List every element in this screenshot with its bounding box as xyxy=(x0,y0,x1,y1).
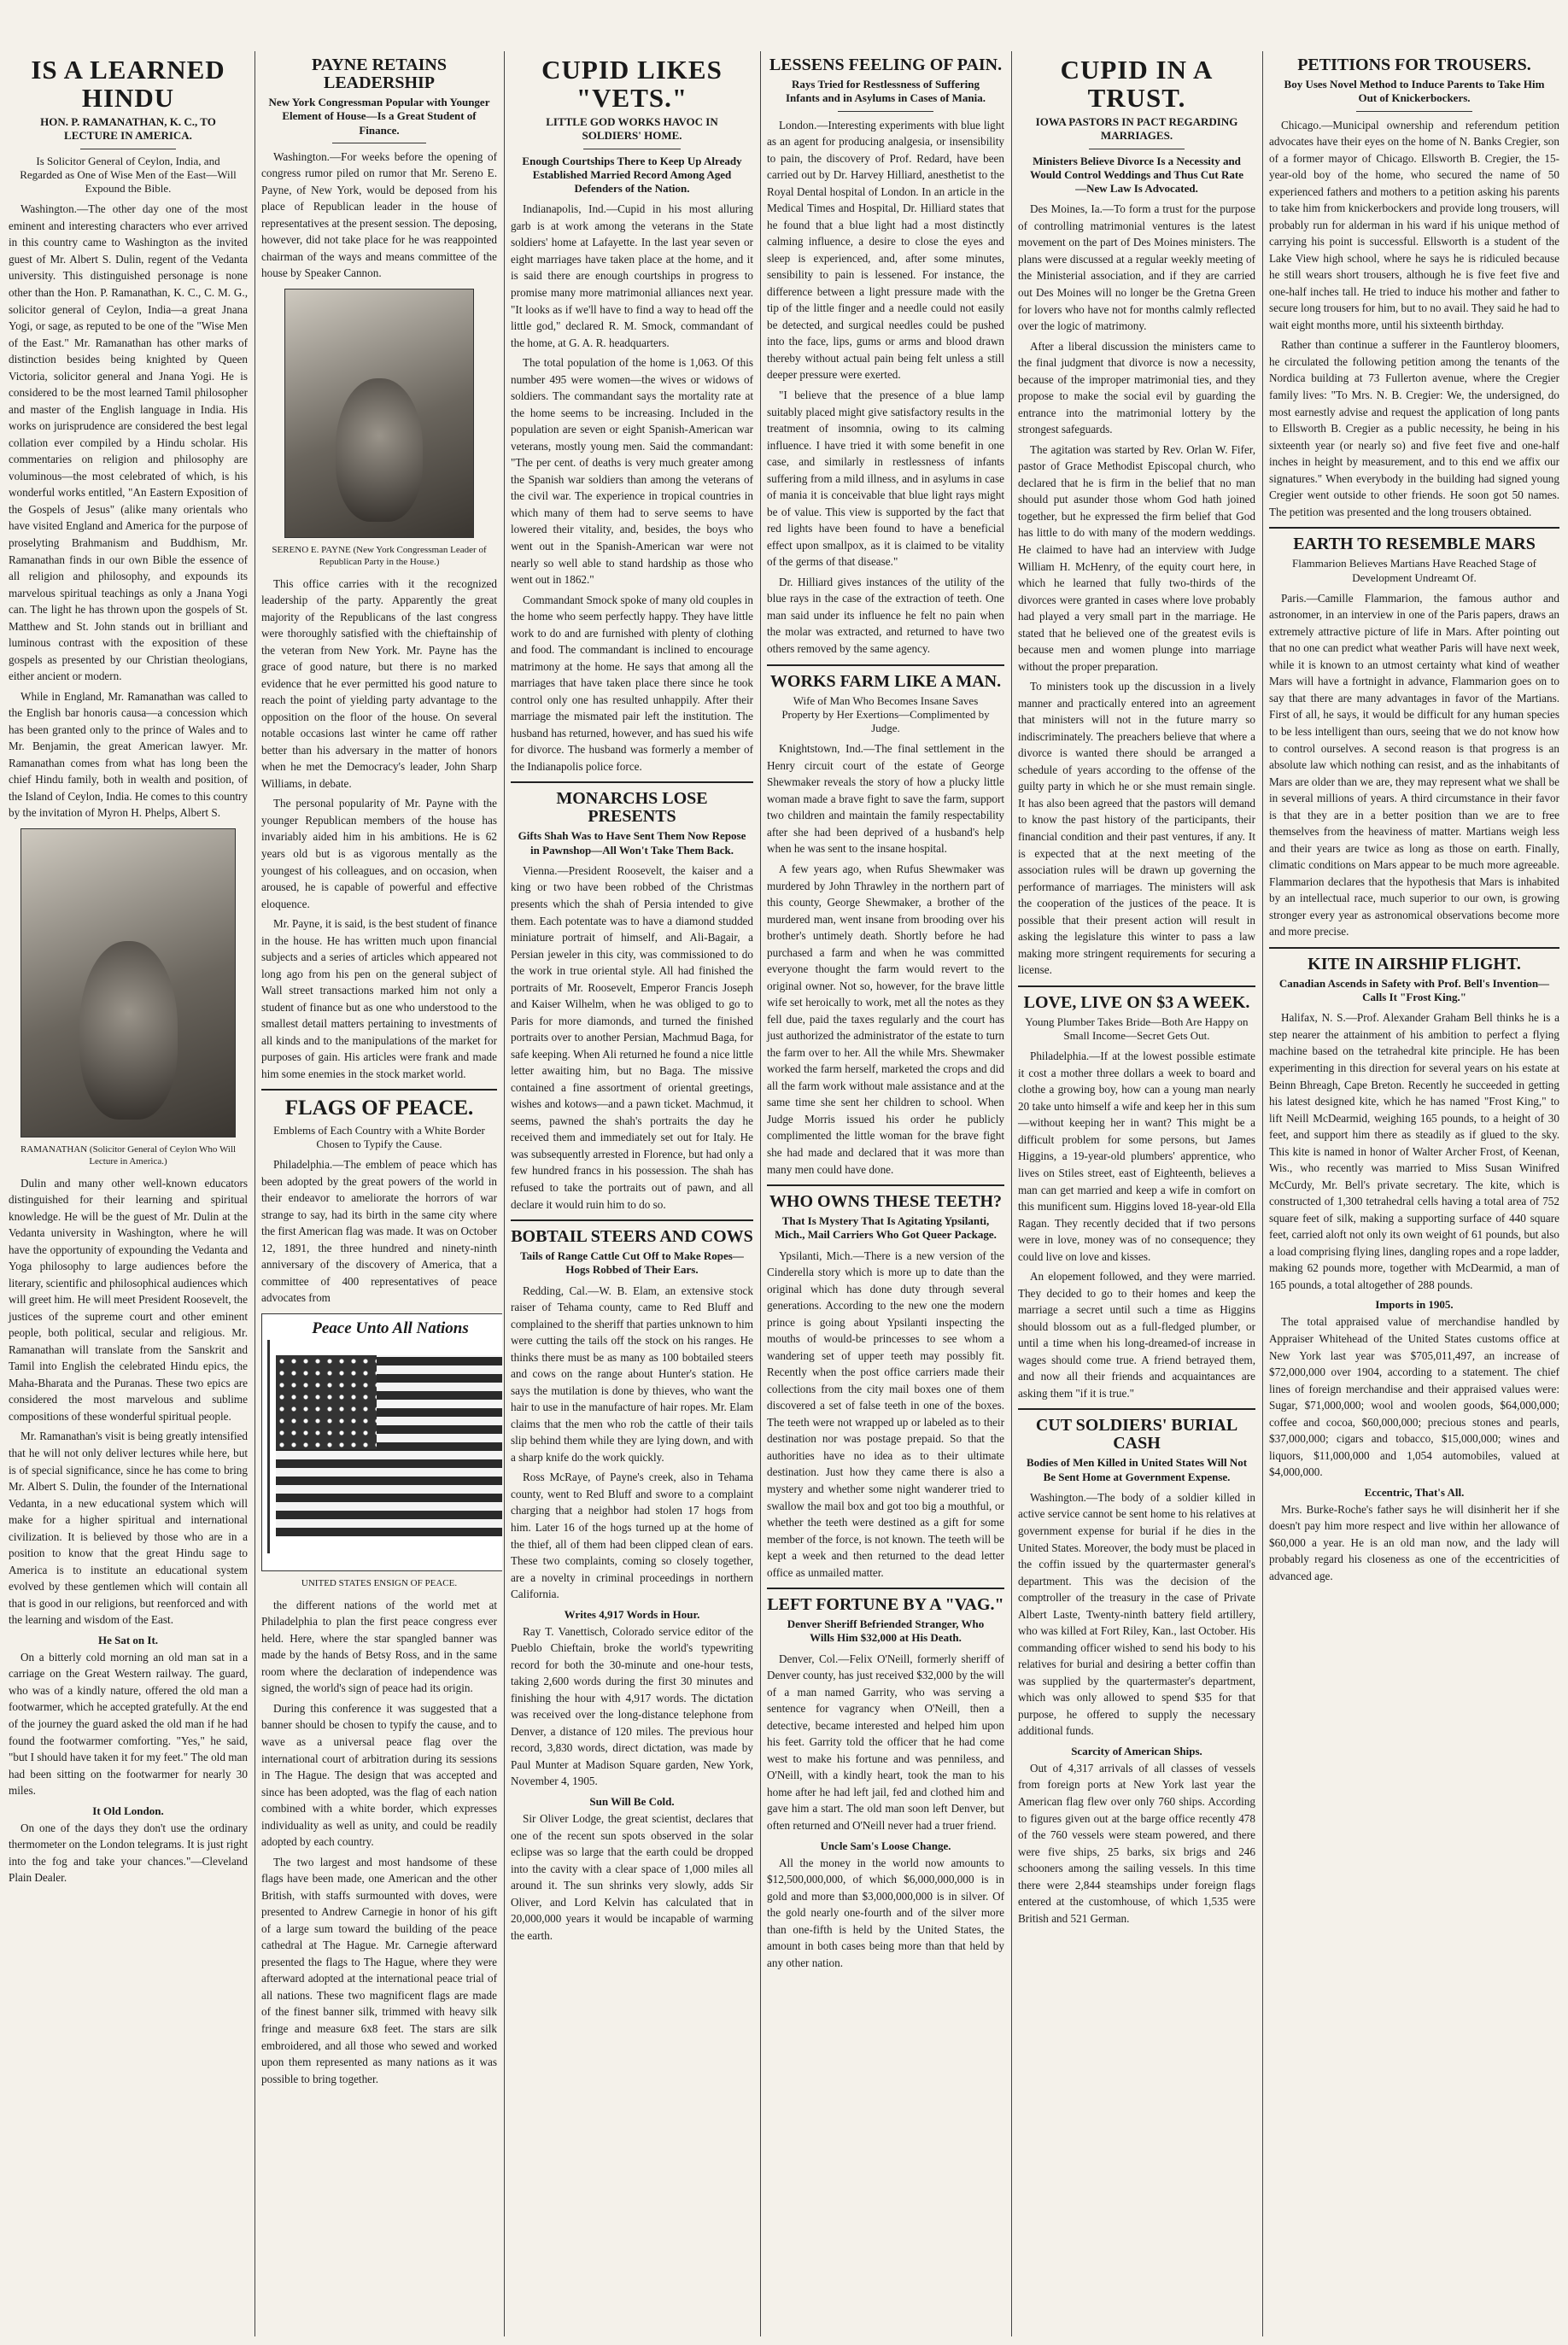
portrait-caption: RAMANATHAN (Solicitor General of Ceylon Who Will Lecture in America.) xyxy=(20,1144,237,1167)
deck: Tails of Range Cattle Cut Off to Make Ropes—Hogs Robbed of Their Ears. xyxy=(520,1249,744,1277)
deck: Wife of Man Who Becomes Insane Saves Property by Her Exertions—Complimented by Judge. xyxy=(781,693,990,734)
article-paragraph: Washington.—For weeks before the opening of congress rumor piled on rumor that Mr. Sereno E. Payne, of New York, would be deposed from his place of Republican leader in the house of representatives at the present session. The deposing, however, did not take place for he was reappointed chairman of the ways and means committee of the house by Speaker Cannon. xyxy=(261,149,497,280)
column-rule xyxy=(504,51,505,2336)
section-rule xyxy=(1269,947,1559,949)
article-paragraph: Ypsilanti, Mich.—There is a new version of the Cinderella story which is more up to date than the original which has done duty through several generations. According to the new one the modern prince is going about Ypsilanti inspecting the mouths of would-be princesses to see whom a wandering set of upper teeth may possibly fit. Recently when the post office carriers made their collections from the city mail boxes one of them discovered a set of false teeth in one of the boxes. The teeth were not wrapped up or labeled as to their destination nor was postage prepaid. So that the authorities have no idea as to their ultimate destination. Just how they came there is also a mystery and whether some night wanderer tried to swallow the mail box and got too big a mouthful, or whether the teeth were destined as a gift for some member of the force, is not known. The teeth will be kept a week and then returned to the dead letter office as unmailed matter. xyxy=(767,1249,1004,1579)
subheading: Scarcity of American Ships. xyxy=(1071,1744,1202,1757)
subheading: Uncle Sam's Loose Change. xyxy=(820,1839,951,1852)
article-paragraph: The total population of the home is 1,063. Of this number 495 were women—the wives or widows of soldiers. The commandant says the mortality rate at the home seems to be increasing. Included in the population are seven or eight Spanish-American war veterans, mostly young men. Said the commandant: "The per cent. of deaths is very much greater among the Spanish war soldiers than among the veterans of the civil war. The experience in tropical countries in which many of them had to serve seems to have lowered their vitality, and, besides, the boys who went out in the Spanish-American war were not nearly so well able to stand hardship as those who went out in 1862." xyxy=(511,356,753,587)
deck: HON. P. RAMANATHAN, K. C., TO LECTURE IN AMERICA. xyxy=(40,115,216,143)
column-rule xyxy=(760,51,761,2336)
deck: Gifts Shah Was to Have Sent Them Now Repose in Pawnshop—All Won't Take Them Back. xyxy=(518,829,746,857)
article-paragraph: Mrs. Burke-Roche's father says he will disinherit her if she doesn't pay him more respect and live within her allowance of $60,000 a year. He is an old man now, and the lady will probably regard his closeness as one of the eccentricities of advanced age. xyxy=(1269,1502,1559,1582)
article-paragraph: An elopement followed, and they were married. They decided to go to their homes and keep the marriage a secret until such a time as Higgins should blossom out as a full-fledged plumber, or until a time when his long-dreamed-of increase in wages should come true. A friend betrayed them, and now all their friends and acquaintances are asking them "if it is true." xyxy=(1018,1270,1255,1400)
headline-monarchs: MONARCHS LOSE PRESENTS xyxy=(556,789,708,827)
article-paragraph: To ministers took up the discussion in a lively manner and practically entered into an agreement that ministers will not in the future marry so indiscriminately. The preachers believe that where a divorce is wanted there should be arranged a schedule of years according to the offense of the guilty party in which he or she must remain single. It has also been agreed that the pastors will demand to know the past history of the participants, their financial condition and their past ventures, if any. It is expected that at the next meeting of the association rules will be drawn up governing the performance of marriages. The ministers will ask the cooperation of the justices of the peace. It is possible that their present action will result in asking the legislature this winter to pass a law making more stringent requirements for securing a license. xyxy=(1018,680,1255,977)
article-paragraph: Washington.—The body of a soldier killed in active service cannot be sent home to his relatives at government expense for burial if he dies in the United States. Moreover, the body must be placed in the coffin issued by the quartermaster general's department. This was the decision of the comptroller of the treasury in the case of Private Albert Laste, Twenty-ninth battery field artillery, who was killed at Fort Riley, Kan., last October. His commanding officer wished to send his body to his relatives for burial and desiring a better coffin than was supplied by the quartermaster's department, which was only allowed to spend $35 for that purpose, he offered to supply the necessary additional funds. xyxy=(1018,1490,1255,1738)
subdeck: Enough Courtships There to Keep Up Already Established Married Record Among Aged Defenders of the Nation. xyxy=(522,154,742,196)
section-rule xyxy=(767,1588,1004,1589)
column-6 xyxy=(1264,51,1565,2336)
headline-cupid-in-trust: CUPID IN A TRUST. xyxy=(1060,55,1214,113)
payne-portrait xyxy=(284,289,474,538)
deck: IOWA PASTORS IN PACT REGARDING MARRIAGES. xyxy=(1035,115,1238,143)
article-paragraph: This office carries with it the recognized leadership of the party. Apparently the great majority of the Republicans of the last congress were thoroughly satisfied with the chieftainship of the veteran from New York. Mr. Payne has the grace of good nature, but there is no marked evidence that he ever permitted his good nature to reach the point of yielding party advantage to the opposition on the floor of the house. On several notable occasions last winter he came off rather better than his adversary in the matter of honors when he met the Democracy's leader, John Sharp Williams, in debate. xyxy=(261,576,497,790)
deck: Denver Sheriff Befriended Stranger, Who Wills Him $32,000 at His Death. xyxy=(787,1617,985,1645)
subheading: It Old London. xyxy=(92,1804,164,1817)
headline-earth-mars: EARTH TO RESEMBLE MARS xyxy=(1293,535,1536,554)
column-5 xyxy=(1013,51,1261,2336)
article-paragraph: Ross McRaye, of Payne's creek, also in Tehama county, went to Red Bluff and swore to a complaint charging that a neighbor had stolen 17 hogs from him. Later 16 of the hogs turned up at the home of the thief, all of them had been clipped clean of ears. These two complaints, coming so closely together, are a novelty in criminal proceedings in northern California. xyxy=(511,1471,753,1601)
article-paragraph: On a bitterly cold morning an old man sat in a carriage on the Great Western railway. The guard, who was of a kindly nature, offered the old man a footwarmer, which he accepted gratefully. At the end of the journey the guard asked the old man if he had found the footwarmer comforting. "Yes," he said, "but I should have taken it for my feet." The old man had been sitting on the footwarmer for nearly 30 miles. xyxy=(9,1650,248,1798)
headline-lessens-pain: LESSENS FEELING OF PAIN. xyxy=(769,56,1003,74)
headline-works-farm: WORKS FARM LIKE A MAN. xyxy=(769,671,1002,691)
article-paragraph: The agitation was started by Rev. Orlan W. Fifer, pastor of Grace Methodist Episcopal church, who declared that he is firm in the belief that no man should put asunder those whom God hath joined together, but he expressed the firm belief that God has little to do with many of the modern weddings. He claimed to have had an interview with Judge William H. McHenry, of the equity court here, in which he learned that fully two-thirds of the divorces were granted in cases where love probably had played a very small part in the marriage. He stated that he believed one of the greatest evils is because men and women plunge into marriage without the proper preparation. xyxy=(1018,442,1255,673)
article-paragraph: Knightstown, Ind.—The final settlement in the Henry circuit court of the estate of George Shewmaker reveals the story of how a plucky little woman made a brave fight to save the farm, support two children and maintain the family respectability after she had been deprived of a husband's help when he was sent to the insane hospital. xyxy=(767,742,1004,856)
column-1 xyxy=(3,51,253,2336)
subheading: Eccentric, That's All. xyxy=(1364,1485,1465,1499)
article-paragraph: During this conference it was suggested that a banner should be chosen to typify the cause, and to wave as a universal peace flag over the international court of arbitration during its sessions in The Hague. The design that was accepted and since has been adopted, was the flag of each nation combined with a white border, which expresses individuality as well as unity, and could be readily adopted by each country. xyxy=(261,1701,497,1849)
article-paragraph: The two largest and most handsome of these flags have been made, one American and the other British, with staffs surmounted with doves, were presented to Andrew Carnegie in honor of his gift of a large sum toward the building of the peace cathedral at The Hague. Mr. Carnegie afterward presented the flags to The Hague, where they were afterward adopted at the international peace trial of all nations. These two magnificent flags are made of the finest banner silk, trimmed with heavy silk fringe and measure 6x8 feet. The stars are silk embroidered, and all those who sewed and worked upon them represented as many nations as it was possible to bring together. xyxy=(261,1855,497,2085)
article-paragraph: Dulin and many other well-known educators distinguished for their learning and spiritual knowledge. He will be the guest of Mr. Dulin at the Vedanta university in Washington, where he will have the opportunity of expounding the Vedanta and Yoga philosophy to large audiences before the literary, scientific and philosophical audiences which will greet him. He will meet President Roosevelt, the justices of the supreme court and other eminent people, both political, secular and religious. Mr. Ramanathan will translate from the Sanskrit and Tamil into English the celebrated Hindu epics, the Maha-Bharata and the Puranas. These two epics are considered the most marvelous and sublime compositions of these wonderful spiritual people. xyxy=(9,1176,248,1423)
article-paragraph: Redding, Cal.—W. B. Elam, an extensive stock raiser of Tehama county, came to Red Bluff and complained to the sheriff that parties unknown to him were cutting the tails off the stock on his ranges. He thinks there must be as many as 100 bobtailed steers and cows on the range about Hunter's station. He says the mutilation is done by thieves, who want the hair to use in the manufacture of hair ropes. Mr. Elam claims that the men who rob the cattle of their tails slip behind them while they are lying down, and with a sharp knife do the work quickly. xyxy=(511,1284,753,1464)
headline-flags-of-peace: FLAGS OF PEACE. xyxy=(284,1096,474,1120)
deck: Flammarion Believes Martians Have Reached Stage of Development Undreamt Of. xyxy=(1292,557,1536,584)
article-paragraph: London.—Interesting experiments with blue light as an agent for producing analgesia, or insensibility to pain, the discovery of Prof. Redard, have been carried out by Dr. Harvey Hilliard, anesthetist to the Royal Dental hospital of London. In an article in the Medical Times and Hospital, Dr. Hilliard states that he found that a blue light had a most distinctly calming influence, a desire to close the eyes and sleep is experienced, and, after some minutes, sensibility to pain is lessened. For instance, the difference between a light pressure made with the tip of the little finger and a needle could not easily be detected, and surgical needles could be pushed into the face, lips, gums or arms and blood drawn thereby without actual pain being felt unless a still deeper pressure were exerted. xyxy=(767,118,1004,382)
article-paragraph: On one of the days they don't use the ordinary thermometer on the London telegrams. It is just right into the fog and take your chances."—Cleveland Plain Dealer. xyxy=(9,1821,248,1885)
flag-stars xyxy=(276,1355,377,1449)
deck: LITTLE GOD WORKS HAVOC IN SOLDIERS' HOME. xyxy=(546,115,718,143)
section-rule xyxy=(511,781,753,783)
article-paragraph: The total appraised value of merchandise handled by Appraiser Whitehead of the United States customs office at New York last year was $705,011,497, an increase of $72,000,000 over 1904, according to a statement. The chief lines of foreign merchandise and their appraised values were: Sugar, $71,000,000; wool and woolen goods, $64,000,000; coffee and cocoa, $60,000,000; precious stones and pearls, $37,000,000; cigars and tobacco, $15,000,000; wines and liquors, $11,000,000 and 1,054 automobiles, valued at $4,000,000. xyxy=(1269,1315,1559,1479)
deck: Rays Tried for Restlessness of Suffering Infants and in Asylums in Cases of Mania. xyxy=(785,78,986,105)
article-paragraph: Halifax, N. S.—Prof. Alexander Graham Bell thinks he is a step nearer the attainment of his ambition to perfect a flying machine based on the tetrahedral kite principle. He has been experimenting in this direction for several years on his estate at Beinn Bhreagh, Cape Breton. Recently he succeeded in getting his latest designed kite, which he has named "Frost King," to lift Neill McDearmid, weighing 165 pounds, to a height of 30 feet, and support him there as steadily as if glued to the sky. This kite is named in honor of Walter Archer Frost, of Keenan, Wis., who recently was married to Miss Susan Winifred McCurdy, Mr. Bell's private secretary. The kite, which is constructed of 1,300 tetrahedral cells having a total area of 752 square feet of silk, making a supporting surface of 440 square feet, carried aloft not only its own weight of 61 pounds, but also a load comprising flying lines, dangling ropes and a rope ladder, making 62 pounds more, together with McDearmid, a man of 165 pounds, a total altogether of 288 pounds. xyxy=(1269,1011,1559,1291)
article-paragraph: Ray T. Vanettisch, Colorado service editor of the Pueblo Chieftain, broke the world's typewriting record for both the 30-minute and one-hour tests, taking 2,600 words during the first 30 minutes and finishing the hour with 4,917 words. The dictation was received over the long-distance telephone from Denver, a distance of 120 miles. The previous hour record, 3,830 words, direct dictation, was made by Paul Munter at Madison Square garden, New York, November 4, 1905. xyxy=(511,1624,753,1788)
article-paragraph: Washington.—The other day one of the most eminent and interesting characters who ever arrived in this country came to Washington as the invited guest of Mr. Albert S. Dulin, regent of the Vedanta university. This distinguished personage is none other than the Hon. P. Ramanathan, K. C., C. M. G., solicitor general of Ceylon, India—a great Jnana Yogi, or sage, as reputed to be one of the "Wise Men of the East." Mr. Ramanathan has other marks of distinction besides being knighted by Queen Victoria, solicitor general and Jnana Yogi. He is considered to be the most learned Tamil philosopher and master of the English language in India. His works on jurisprudence are considered the best legal collation ever compiled by a Hindu scholar. His commentaries on religion and philosophy are voluminous—the most celebrated of which, is his wonderful works entitled, "An Eastern Exposition of the Gospels of Jesus" (alike many orientals who have visited England and America for the purpose of proselyting Brahmanism and Buddhism, Mr. Ramanathan finds in our own Bible the essence of all religion and philosophy, and expounds its marvelous spiritual teachings as only a Jnana Yogi can. The light he has thrown upon the gospels of St. Matthew and St. John stands out in brilliant and luminous contrast with the exposition of these gospels as presented by our Christian theologians, either ancient or modern. xyxy=(9,202,248,683)
subheading: Writes 4,917 Words in Hour. xyxy=(564,1607,700,1621)
section-rule xyxy=(261,1089,497,1091)
deck: Canadian Ascends in Safety with Prof. Bell's Invention—Calls It "Frost King." xyxy=(1278,976,1550,1004)
headline-bobtail: BOBTAIL STEERS AND COWS xyxy=(511,1227,753,1247)
article-paragraph: Mr. Payne, it is said, is the best student of finance in the house. He has written much upon financial subjects and a series of articles which appeared not long ago from his pen on the general subject of Wall street transactions marked him not only a student of finance but as one who understood to the smallest detail matters pertaining to investments of all kinds and to the manipulations of the market for purposes of gain. His articles were frank and made him some enemies in the stock market world. xyxy=(261,917,497,1080)
article-paragraph: Dr. Hilliard gives instances of the utility of the blue rays in the case of the extraction of teeth. One man said under its influence he felt no pain when the molar was extracted, and returned to have two others removed by the same agency. xyxy=(767,575,1004,655)
column-4 xyxy=(762,51,1009,2336)
section-rule xyxy=(767,664,1004,666)
article-paragraph: Vienna.—President Roosevelt, the kaiser and a king or two have been robbed of the Christmas presents which the shah of Persia intended to give them. Each potentate was to have a diamond studded miniature portrait of himself, and Ali-Bagair, a Persian jeweler in this city, was commissioned to do the work in true oriental style. All had finished the portraits of Mr. Roosevelt, Emperor Francis Joseph and Kaiser Wilhelm, when he was obliged to go to Paris for more diamonds, and turned the finished portraits over to another Persian, Machmud Baga, for safe keeping. When Ali returned he found a nice little letter awaiting him, but no Baga. The missive contained a fine assortment of oriental greetings, wishes and kotows—and a pawn ticket. Machmud, it seems, pawned the shah's portraits the day he received them and immediately set out for Italy. He was subsequently arrested in Florence, but had only a few hundred francs in his possession. The shah has refused to take the portraits out of pawn, and all declare it would ruin him to do so. xyxy=(511,863,753,1211)
divider xyxy=(1356,111,1472,112)
subheading: He Sat on It. xyxy=(97,1633,159,1646)
headline-love-live: LOVE, LIVE ON $3 A WEEK. xyxy=(1023,992,1250,1012)
article-paragraph: Philadelphia.—If at the lowest possible estimate it cost a mother three dollars a week to board and clothe a growing boy, how can a young man nearly 20 take unto himself a wife and keep her in this sum—without keeping her in want? This might be a difficult problem for some persons, but James Higgins, a 19-year-old plumbers' apprentice, who lives on Stiles street, east of Eighteenth, believes a man can get married and keep a wife in comfort on this munificent sum. Higgins loved 18-year-old Ella Ragan. They recently decided that if two persons were in love, money was of no consequence; they could live on love and kisses. xyxy=(1018,1050,1255,1263)
article-paragraph: Indianapolis, Ind.—Cupid in his most alluring garb is at work among the veterans in the State soldiers' home at Lafayette. In the last year seven or eight marriages have taken place at the home, and it is said there are enough courtships in progress to promise many more matrimonial alliances next year. "It looks as if we'll have to find a way to head off the little god," declared R. M. Smock, commandant of the home, at G. A. R. headquarters. xyxy=(511,202,753,349)
headline-payne: PAYNE RETAINS LEADERSHIP xyxy=(312,56,447,92)
column-3 xyxy=(506,51,758,2336)
subheading: Imports in 1905. xyxy=(1375,1298,1454,1312)
article-paragraph: The personal popularity of Mr. Payne with the younger Republican members of the house has invariably aided him in his ambitions. He is 62 years old but is as vigorous mentally as the youngest of his colleagues, and on occasion, when aroused, he is capable of powerful and effective eloquence. xyxy=(261,797,497,910)
section-rule xyxy=(1018,1408,1255,1410)
article-paragraph: Des Moines, Ia.—To form a trust for the purpose of controlling matrimonial ventures is the latest movement on the part of Des Moines ministers. The plans were discussed at a regular weekly meeting of the Ministerial association, and if they are carried out Des Moines will no longer be the Gretna Green for lovers who have not for months calmly reflected over the logic of matrimony. xyxy=(1018,202,1255,333)
section-rule xyxy=(1269,527,1559,529)
column-rule xyxy=(1011,51,1012,2336)
deck: Boy Uses Novel Method to Induce Parents to Take Him Out of Knickerbockers. xyxy=(1284,78,1545,105)
deck: Young Plumber Takes Bride—Both Are Happy on Small Income—Secret Gets Out. xyxy=(1025,1015,1249,1043)
flag-banner-text: Peace Unto All Nations xyxy=(312,1319,469,1337)
deck: That Is Mystery That Is Agitating Ypsilanti, Mich., Mail Carriers Who Got Queer Package. xyxy=(775,1214,997,1242)
article-paragraph: Mr. Ramanathan's visit is being greatly intensified that he will not only deliver lectures while here, but is of special significance, since he has come to bring Mr. Albert S. Dulin, the founder of the International Vedanta, in a new educational system which will make for a higher spiritual and international civilization. It is believed by those who are in a position to know that the great Hindu sage to America is to institute an educational system evolved by these gentlemen which will contain all that is good in our religions, but reenforced and with the learning and wisdom of the East. xyxy=(9,1430,248,1627)
article-paragraph: All the money in the world now amounts to $12,500,000,000, of which $6,000,000,000 is in gold and more than $3,000,000,000 is in silver. Of the gold nearly one-fourth and of the silver more than one-fifth is held by the United States, the amount in both cases being more than that held by any other nation. xyxy=(767,1856,1004,1969)
section-rule xyxy=(511,1219,753,1221)
article-paragraph: Out of 4,317 arrivals of all classes of vessels from foreign ports at New York last year the American flag flew over only 760 ships. According to figures given out at the barge office recently 478 of the 760 vessels were steam powered, and there were five ships, 25 barks, six brigs and 246 schooners among the sailing vessels. In this time there were 2,844 steamships under foreign flags entered at the customhouse, of which 1,535 were British and 521 German. xyxy=(1018,1761,1255,1925)
article-paragraph: Denver, Col.—Felix O'Neill, formerly sheriff of Denver county, has just received $32,000 by the will of a man named Garrity, who was serving a sentence for vagrancy when O'Neill, then a detective, became interested and helped him upon his feet. Garrity told the officer that he had come west to make his fortune and was penniless, and O'Neill, with a kindly heart, took the man to his home after he had left jail, fed and clothed him and gave him a start. The old man soon left Denver, but often returned and O'Neill never had a truer friend. xyxy=(767,1652,1004,1832)
article-paragraph: After a liberal discussion the ministers came to the final judgment that divorce is now a necessity, because of the improper matrimonial ties, and they propose to make the social evil by guarding the entrance into the matrimonial lottery by the strongest safeguards. xyxy=(1018,339,1255,436)
headline-burial-cash: CUT SOLDIERS' BURIAL CASH xyxy=(1035,1416,1238,1453)
headline-cupid-likes-vets: CUPID LIKES "VETS." xyxy=(541,55,723,113)
deck: New York Congressman Popular with Younger Element of House—Is a Great Student of Finance. xyxy=(268,96,490,137)
article-paragraph: "I believe that the presence of a blue lamp suitably placed might give satisfactory results in the treatment of insomnia, owing to its calming influence. I have tried it with some benefit in one case, and similarly in restlessness of infants suffering from a mild illness, and in asylums in case of mania it is conceivable that blue light rays might be of value. This view is supported by the fact that red lights have been found to have a beneficial effect upon smallpox, as it is claimed to be vitality of the germs of that disease." xyxy=(767,389,1004,569)
column-rule xyxy=(1262,51,1263,2336)
portrait-caption: SERENO E. PAYNE (New York Congressman Leader of Republican Party in the House.) xyxy=(272,545,487,567)
article-paragraph: Philadelphia.—The emblem of peace which has been adopted by the great powers of the world in their endeavor to ameliorate the horrors of war strange to say, had its birth in the same city where the first American flag was made. It was on October 12, 1891, the three hundred and ninety-ninth anniversary of the discovery of America, that a committee of 400 representatives of peace advocates from xyxy=(261,1158,497,1305)
headline-learned-hindu: IS A LEARNED HINDU xyxy=(31,55,225,113)
subdeck: Is Solicitor General of Ceylon, India, and Regarded as One of Wise Men of the East—Will Expound the Bible. xyxy=(20,154,237,196)
flag-caption: UNITED STATES ENSIGN OF PEACE. xyxy=(301,1577,458,1588)
article-paragraph: A few years ago, when Rufus Shewmaker was murdered by John Thrawley in the northern part of this county, George Shewmaker, a brother of the murdered man, went insane from brooding over his brother's untimely death. Shortly before he had purchased a farm and when he was committed everyone thought the farm would revert to the original owner. Not so, however, for the brave little wife set heroically to work, met all the notes as they fell due, paid the taxes regularly and the court has just authorized the administrator of the estate to turn the farm over to her. All the while Mrs. Shewmaker worked the farm herself, marketed the crops and did all the farm work without male assistance and at the same time she sent her children to school. When Judge Morris issued his order he publicly complimented the little woman for the brave fight she had made and declared that it was more than many men could have done. xyxy=(767,862,1004,1176)
subheading: Sun Will Be Cold. xyxy=(589,1794,675,1808)
section-rule xyxy=(767,1184,1004,1186)
article-paragraph: Commandant Smock spoke of many old couples in the home who seem perfectly happy. They have little work to do and are furnished with plenty of clothing and food. The commandant is inclined to encourage matrimony at the home. He says that among all the marriages that have taken place there since he took control only one has resulted unhappily. After their marriage the mismated pair left the institution. The husband has returned, however, and has sued his wife for divorce. The husband was formerly a member of the Indianapolis police force. xyxy=(511,593,753,773)
ramanathan-portrait xyxy=(20,828,236,1137)
divider xyxy=(838,111,933,112)
column-2 xyxy=(256,51,502,2336)
peace-flag-illustration xyxy=(261,1313,502,1571)
article-paragraph: Chicago.—Municipal ownership and referendum petition advocates have their eyes on the home of N. Banks Cregier, son of a former mayor of Chicago. Ellsworth B. Cregier, the 15-year-old boy of the home, who secured the name of 50 experienced fathers and mothers to a petition asking his parents to take him from knickerbockers and provide long trousers, will probably run for alderman in his ward if his unique method of carrying his point is successful. Ellsworth is a student of the Lake View high school, where he says he is ridiculed because he still wears short trousers, although he is five feet five and one-half inches tall. He tried to induce his mother and father to secure long trousers for him, but to no avail. They said he had to wait eight months more, until his sixteenth birthday. xyxy=(1269,118,1559,331)
deck: Emblems of Each Country with a White Border Chosen to Typify the Cause. xyxy=(273,1123,485,1150)
headline-petitions-trousers: PETITIONS FOR TROUSERS. xyxy=(1297,56,1531,74)
deck: Bodies of Men Killed in United States Will Not Be Sent Home at Government Expense. xyxy=(1026,1456,1248,1483)
article-paragraph: Rather than continue a sufferer in the Fauntleroy bloomers, he circulated the following petition among the tenants of the Nordica building at 73 Fullerton avenue, where the Cregier family lives: "To Mrs. N. B. Cregier: We, the undersigned, do most earnestly advise and request the application of long pants to Ellsworth B. Cregier as a public necessity, he being in his sixteenth year (or nearly so) and five feet five and one-half inches in height by measurement, and to this end we affix our signatures." When everybody in the building had signed young Cregier went outside to other friends. He soon got 50 names. The petition was presented and the long trousers obtained. xyxy=(1269,338,1559,518)
article-paragraph: Sir Oliver Lodge, the great scientist, declares that one of the recent sun spots observed in the solar eclipse was so large that the earth could be dropped into the cavity with a clear space of 1,000 miles all around it. The sun shrinks very slowly, adds Sir Oliver, and Lord Kelvin has calculated that in 20,000,000 years it would be incapable of warming the earth. xyxy=(511,1811,753,1942)
article-paragraph: Paris.—Camille Flammarion, the famous author and astronomer, in an interview in one of the Paris papers, draws an extremely attractive picture of life in Mars. After pointing out that no one can predict what weather Paris will have next week, while it is known to an utmost certainty what kind of weather Mars will have a fortnight in advance, Flammarion goes on to say that there are many advantages in favor of the Martians. First of all, he says, it would be difficult for any human species to be less intelligent than ours, seeing that we do not know how to control ourselves. A second reason is that progress is an absolute law which nothing can resist, and as the inhabitants of Mars are older than we are, they may represent what we shall be in several millions of years. A third circumstance in their favor is that they are in a better position than we are to free themselves from the heaviness of matter. Martians weigh less and their years are twice as long as those on earth. Finally, climatic conditions on Mars appear to be much more agreeable. Flammarion declares that the hypothesis that Mars is inhabited by an intellectual race, much superior to our own, is growing stronger every year as astronomical observations become more and more precise. xyxy=(1269,591,1559,939)
headline-who-owns-teeth: WHO OWNS THESE TEETH? xyxy=(769,1192,1003,1212)
headline-left-fortune: LEFT FORTUNE BY A "VAG." xyxy=(767,1595,1004,1615)
article-paragraph: While in England, Mr. Ramanathan was called to the English bar honoris causa—a concession which has been granted only to the prince of Wales and to Mr. Benjamin, the great American lawyer. Mr. Ramanathan comes from what has long been the chief Hindu family, both in wealth and position, of the Island of Ceylon, India. He comes to this country by the invitation of Myron H. Phelps, Albert S. xyxy=(9,689,248,820)
headline-kite-airship: KITE IN AIRSHIP FLIGHT. xyxy=(1308,954,1521,974)
article-paragraph: the different nations of the world met at Philadelphia to plan the first peace congress ever held. Here, where the star spangled banner was made by the hands of Betsy Ross, and in the same room where the declaration of independence was signed, the world's sign of peace had its origin. xyxy=(261,1598,497,1695)
section-rule xyxy=(1018,985,1255,987)
subdeck: Ministers Believe Divorce Is a Necessity and Would Control Weddings and Thus Cut Rate—New Law Is Advocated. xyxy=(1030,154,1243,196)
